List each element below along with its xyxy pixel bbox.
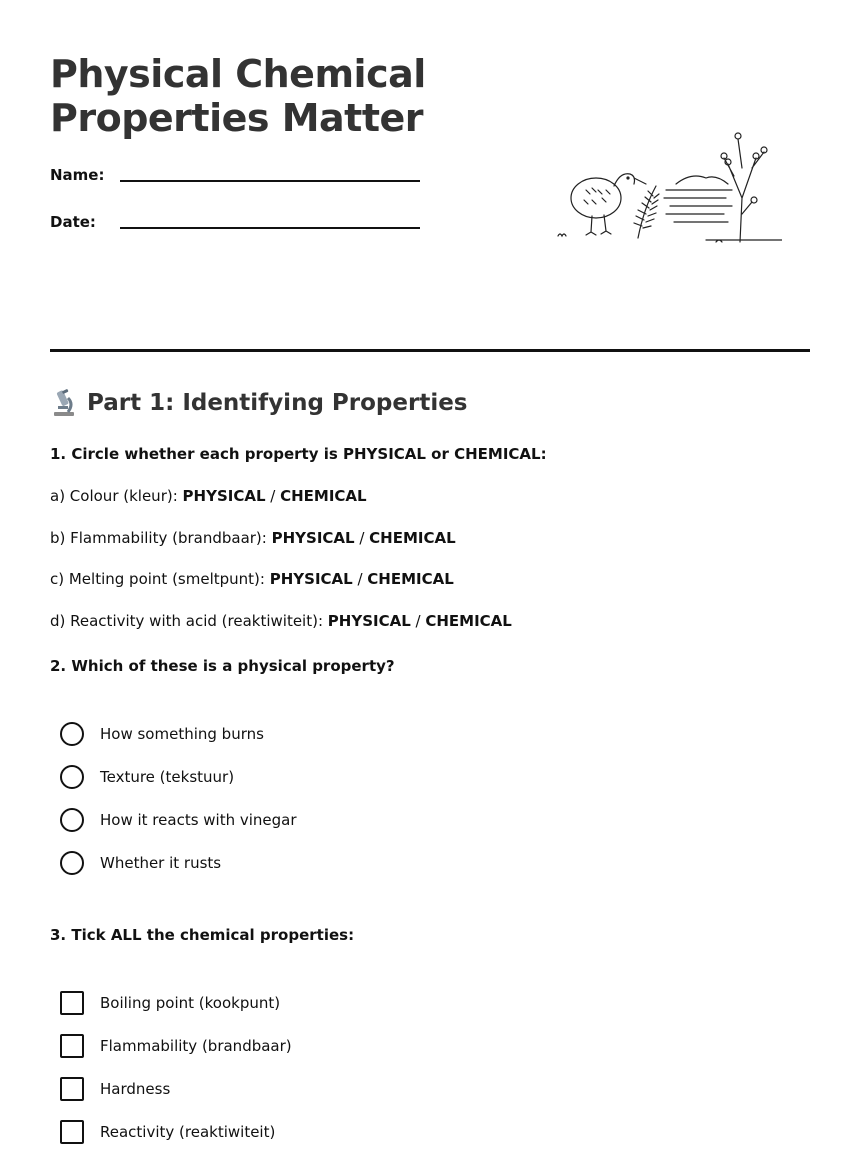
q1-prompt: 1. Circle whether each property is PHYSICAL or CHEMICAL: bbox=[50, 445, 547, 463]
q1-item-text: d) Reactivity with acid (reaktiwiteit): bbox=[50, 612, 328, 630]
q1-item-text: b) Flammability (brandbaar): bbox=[50, 529, 272, 547]
option-label: How it reacts with vinegar bbox=[100, 811, 297, 829]
chemical-choice[interactable]: CHEMICAL bbox=[369, 529, 456, 547]
kiwi-landscape-illustration bbox=[556, 128, 782, 246]
option-label: Boiling point (kookpunt) bbox=[100, 994, 281, 1012]
checkbox[interactable] bbox=[60, 1120, 84, 1144]
radio-button[interactable] bbox=[60, 722, 84, 746]
part1-heading bbox=[50, 388, 468, 418]
q3-option[interactable] bbox=[60, 1034, 292, 1058]
part1-heading-text: Part 1: Identifying Properties bbox=[87, 390, 468, 416]
name-label: Name: bbox=[50, 166, 105, 184]
choice-separator: / bbox=[354, 529, 370, 547]
date-label: Date: bbox=[50, 213, 96, 231]
q1-item-d bbox=[50, 612, 512, 630]
section-divider bbox=[50, 349, 810, 352]
q3-prompt: 3. Tick ALL the chemical properties: bbox=[50, 926, 355, 944]
q1-item-text: a) Colour (kleur): bbox=[50, 487, 183, 505]
checkbox[interactable] bbox=[60, 1077, 84, 1101]
name-line[interactable] bbox=[120, 180, 420, 182]
option-label: Whether it rusts bbox=[100, 854, 222, 872]
date-line[interactable] bbox=[120, 227, 420, 229]
physical-choice[interactable]: PHYSICAL bbox=[269, 570, 353, 588]
q1-item-text: c) Melting point (smeltpunt): bbox=[50, 570, 270, 588]
radio-button[interactable] bbox=[60, 851, 84, 875]
choice-separator: / bbox=[265, 487, 281, 505]
physical-choice[interactable]: PHYSICAL bbox=[271, 529, 355, 547]
q2-prompt: 2. Which of these is a physical property? bbox=[50, 657, 395, 675]
option-label: How something burns bbox=[100, 725, 264, 743]
option-label: Flammability (brandbaar) bbox=[100, 1037, 292, 1055]
q3-option[interactable] bbox=[60, 991, 280, 1015]
worksheet-title bbox=[50, 52, 510, 140]
choice-separator: / bbox=[410, 612, 426, 630]
option-label: Reactivity (reaktiwiteit) bbox=[100, 1123, 276, 1141]
q1-item-a bbox=[50, 487, 367, 505]
q1-item-c bbox=[50, 570, 454, 588]
checkbox[interactable] bbox=[60, 1034, 84, 1058]
choice-separator: / bbox=[352, 570, 368, 588]
physical-choice[interactable]: PHYSICAL bbox=[327, 612, 411, 630]
q2-option[interactable] bbox=[60, 808, 297, 832]
q2-option[interactable] bbox=[60, 765, 234, 789]
chemical-choice[interactable]: CHEMICAL bbox=[367, 570, 454, 588]
checkbox[interactable] bbox=[60, 991, 84, 1015]
title-line-2: Properties Matter bbox=[50, 96, 424, 140]
q3-option[interactable] bbox=[60, 1120, 275, 1144]
microscope-icon bbox=[50, 388, 78, 418]
q2-option[interactable] bbox=[60, 722, 264, 746]
physical-choice[interactable]: PHYSICAL bbox=[182, 487, 266, 505]
q2-option[interactable] bbox=[60, 851, 221, 875]
option-label: Texture (tekstuur) bbox=[100, 768, 235, 786]
chemical-choice[interactable]: CHEMICAL bbox=[280, 487, 367, 505]
q1-item-b bbox=[50, 529, 456, 547]
q3-option[interactable] bbox=[60, 1077, 170, 1101]
title-line-1: Physical Chemical bbox=[50, 52, 426, 96]
radio-button[interactable] bbox=[60, 765, 84, 789]
chemical-choice[interactable]: CHEMICAL bbox=[425, 612, 512, 630]
option-label: Hardness bbox=[100, 1080, 171, 1098]
radio-button[interactable] bbox=[60, 808, 84, 832]
